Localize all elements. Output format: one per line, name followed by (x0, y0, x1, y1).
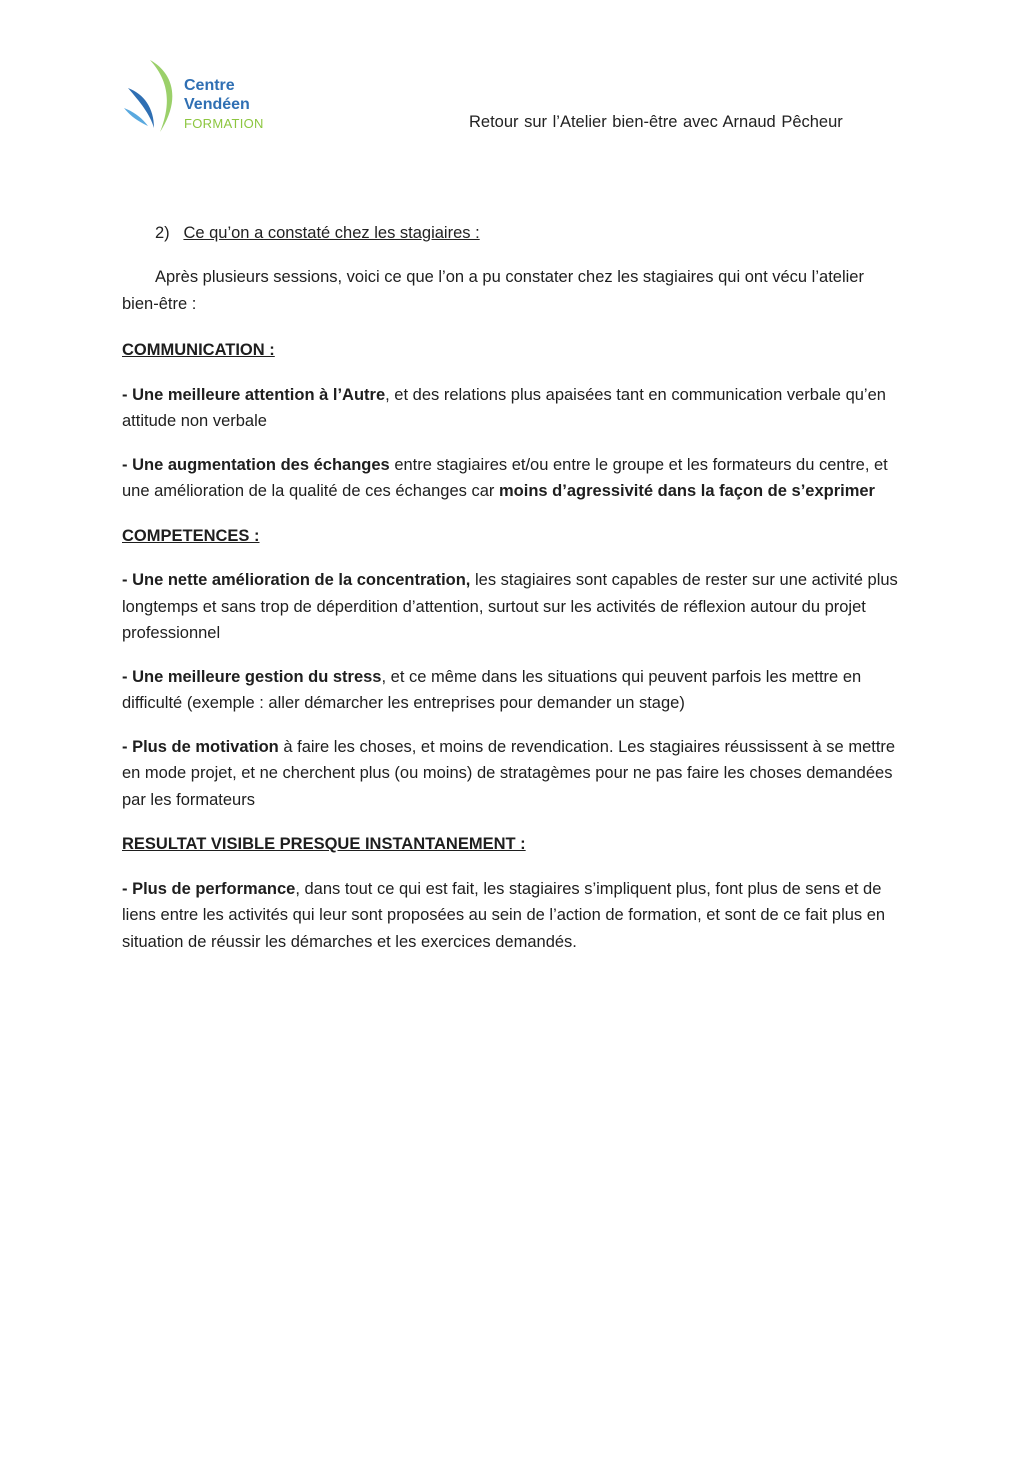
item-bold-text: - Une meilleure gestion du stress (122, 667, 382, 686)
section-title: Ce qu’on a constaté chez les stagiaires : (183, 224, 480, 242)
list-item (122, 452, 902, 505)
item-text: les stagiaires sont capables de rester sur une activité plus longtemps et sans trop de déperdition d’attention, surtout sur les activités de réflexion autour du projet professionnel (122, 571, 898, 642)
list-item (122, 664, 902, 717)
item-text: , et ce même dans les situations qui peuvent parfois les mettre en difficulté (exemple : aller démarcher les entreprises pour demander un stage) (122, 667, 862, 712)
list-item (122, 382, 902, 435)
item-bold-text: - Une augmentation des échanges (122, 455, 390, 474)
item-text: à faire les choses, et moins de revendication. Les stagiaires réussissent à se mettre en mode projet, et ne cherchent plus (ou moins) de stratagèmes pour ne pas faire les choses demandées par les formateurs (122, 737, 896, 809)
intro-paragraph: Après plusieurs sessions, voici ce que l’on a pu constater chez les stagiaires qui ont vécu l’atelier bien-être : (122, 268, 864, 313)
document-body (122, 264, 902, 972)
logo-text-vendeen: Vendéen (184, 96, 250, 113)
item-text: , et des relations plus apaisées tant en communication verbale qu’en attitude non verbale (122, 385, 886, 430)
list-item (122, 876, 902, 956)
list-item (122, 567, 902, 647)
section-number: 2) (155, 224, 170, 242)
item-bold-text: - Plus de motivation (122, 737, 279, 756)
item-bold-text-end: moins d’agressivité dans la façon de s’exprimer (499, 482, 875, 500)
item-bold-text: - Plus de performance (122, 879, 296, 898)
group-heading-resultat: RESULTAT VISIBLE PRESQUE INSTANTANEMENT : (122, 835, 526, 853)
section-heading (155, 224, 480, 243)
item-bold-text: - Une meilleure attention à l’Autre (122, 385, 386, 404)
document-header-title: Retour sur l’Atelier bien-être avec Arnaud Pêcheur (469, 113, 843, 131)
list-item (122, 734, 902, 814)
group-heading-competences: COMPETENCES : (122, 526, 260, 545)
logo-swoosh-icon (120, 58, 190, 138)
logo-text-formation: FORMATION (184, 116, 264, 131)
logo-text-centre: Centre (184, 77, 235, 94)
group-heading-communication: COMMUNICATION : (122, 341, 275, 359)
item-text: , dans tout ce qui est fait, les stagiaires s’impliquent plus, font plus de sens et de liens entre les activités qui leur sont proposées au sein de l’action de formation, et sont de ce fait plus en situation de réussir les démarches et les exercices demandés. (122, 879, 886, 951)
item-text: entre stagiaires et/ou entre le groupe et les formateurs du centre, et une amélioration de la qualité de ces échanges car (122, 455, 888, 500)
centre-vendeen-logo (120, 58, 290, 138)
item-bold-text: - Une nette amélioration de la concentration, (122, 571, 471, 589)
